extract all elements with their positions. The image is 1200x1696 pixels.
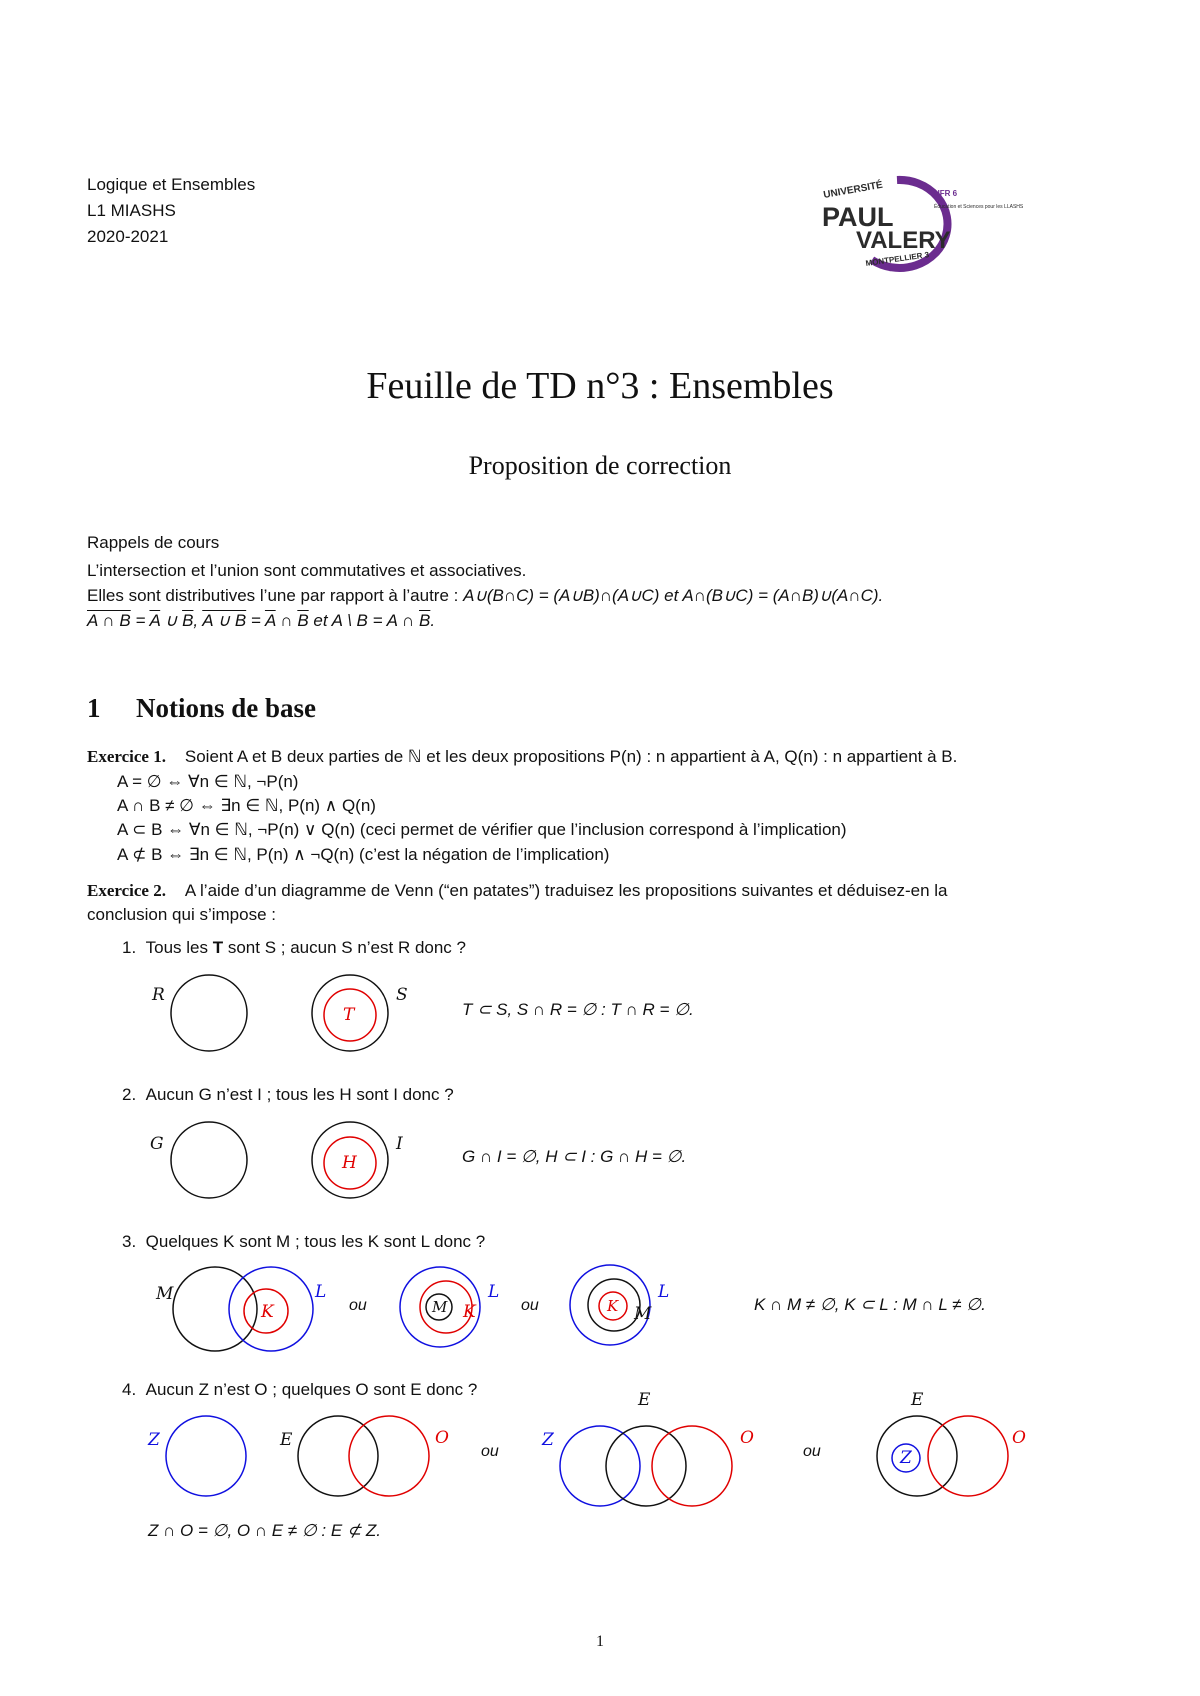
- item-number: 4.: [122, 1380, 137, 1399]
- item-3-question: [122, 1232, 485, 1252]
- item-text-bold: T: [212, 938, 224, 957]
- or-separator: ou: [349, 1297, 367, 1314]
- logo-city: MONTPELLIER 3: [865, 250, 930, 268]
- bar-b: $\overline{B}$: [182, 611, 194, 630]
- union: ∪: [160, 611, 183, 630]
- venn-circle-o: [928, 1416, 1008, 1496]
- item-4-question: [122, 1380, 477, 1400]
- eq: =: [246, 611, 265, 630]
- venn-label: O: [740, 1428, 754, 1448]
- venn-label: O: [435, 1428, 449, 1448]
- venn-label: L: [315, 1282, 327, 1302]
- logo-univ: UNIVERSITÉ: [822, 179, 884, 201]
- or-separator: ou: [803, 1443, 821, 1460]
- page-title: Feuille de TD n°3 : Ensembles: [366, 365, 834, 407]
- exercise-1-line: A = ∅ ⇔ ∀n ∈ ℕ, ¬P(n): [117, 772, 299, 791]
- exercise-1-label: Exercice 1.: [87, 747, 166, 766]
- item-text: Aucun G n’est I ; tous les H sont I donc ?: [145, 1085, 454, 1104]
- venn-label: E: [638, 1390, 651, 1410]
- venn-label: G: [150, 1134, 164, 1154]
- venn-circle-o: [349, 1416, 429, 1496]
- venn-label: E: [911, 1390, 924, 1410]
- venn-label: M: [156, 1284, 174, 1304]
- venn-circle-o: [652, 1426, 732, 1506]
- course-level: L1 MIASHS: [87, 201, 176, 220]
- venn-label: Z: [542, 1430, 554, 1450]
- item-number: 3.: [122, 1232, 137, 1251]
- page-subtitle: Proposition de correction: [468, 451, 732, 480]
- page-number: 1: [596, 1633, 604, 1650]
- item-text: Tous les: [145, 938, 213, 957]
- exercise-1-line: A ⊄ B ⇔ ∃n ∈ ℕ, P(n) ∧ ¬Q(n) (c’est la négation de l’implication): [117, 845, 610, 864]
- venn-label: O: [1012, 1428, 1026, 1448]
- venn-circle-g: [171, 1122, 247, 1198]
- item-1-answer: T ⊂ S, S ∩ R = ∅ : T ∩ R = ∅.: [462, 1000, 694, 1019]
- venn-label: K: [607, 1297, 619, 1315]
- item-4-answer: Z ∩ O = ∅, O ∩ E ≠ ∅ : E ⊄ Z.: [148, 1521, 382, 1540]
- exercise-2-label: Exercice 2.: [87, 881, 166, 900]
- venn-label: H: [342, 1153, 357, 1173]
- demorgan-2-lhs: A ∪ B: [202, 611, 247, 630]
- eq: =: [130, 611, 150, 630]
- item-text: sont S ; aucun S n’est R donc ?: [223, 938, 466, 957]
- comma: ,: [193, 611, 203, 630]
- item-number: 1.: [122, 938, 137, 957]
- bar-a: $\overline{A}$: [264, 611, 276, 630]
- item-text: Quelques K sont M ; tous les K sont L donc ?: [145, 1232, 486, 1251]
- venn-label: E: [280, 1430, 293, 1450]
- exercise-2-intro-2: conclusion qui s’impose :: [87, 905, 276, 924]
- rappels-line2-math: A∪(B∩C) = (A∪B)∩(A∪C) et A∩(B∪C) = (A∩B)∪(A∩C).: [463, 586, 884, 605]
- difference: et A \ B = A ∩: [308, 611, 419, 630]
- venn-label: K: [261, 1302, 274, 1322]
- logo-paul: PAUL: [822, 202, 894, 232]
- exercise-1-line: A ⊂ B ⇔ ∀n ∈ ℕ, ¬P(n) ∨ Q(n) (ceci permet de vérifier que l’inclusion correspond à l’implication): [117, 820, 847, 839]
- demorgan-1-lhs: A ∩ B: [87, 611, 131, 630]
- logo-ufr: UFR 6: [934, 189, 958, 198]
- rappels-line1: L’intersection et l’union sont commutatives et associatives.: [87, 561, 527, 580]
- venn-label: L: [658, 1282, 670, 1302]
- item-text: Aucun Z n’est O ; quelques O sont E donc ?: [145, 1380, 478, 1399]
- venn-label: M: [634, 1304, 652, 1324]
- logo-valery: VALERY: [856, 227, 951, 254]
- venn-circle-e: [606, 1426, 686, 1506]
- venn-label: L: [488, 1282, 500, 1302]
- bar-a: $\overline{A}$: [149, 611, 161, 630]
- venn-label: I: [396, 1134, 403, 1154]
- section-1-number: 1: [87, 693, 101, 723]
- exercise-2-text: A l’aide d’un diagramme de Venn (“en patates”) traduisez les propositions suivantes et déduisez-en la: [184, 881, 948, 900]
- venn-label: M: [432, 1298, 448, 1316]
- venn-label: Z: [148, 1430, 160, 1450]
- venn-circle-z: [560, 1426, 640, 1506]
- rappels-heading: Rappels de cours: [87, 533, 220, 552]
- venn-circle-z: [166, 1416, 246, 1496]
- bar-b: $\overline{B}$: [297, 611, 309, 630]
- venn-circle-e: [877, 1416, 957, 1496]
- item-2-question: [122, 1085, 454, 1105]
- course-name: Logique et Ensembles: [87, 175, 256, 194]
- venn-label: K: [463, 1302, 476, 1322]
- or-separator: ou: [521, 1297, 539, 1314]
- venn-label: Z: [900, 1448, 912, 1468]
- inter: ∩: [275, 611, 298, 630]
- bar-b: $\overline{B}$: [419, 611, 431, 630]
- exercise-1-text: Soient A et B deux parties de ℕ et les deux propositions P(n) : n appartient à A, Q(n) : n appartient à B.: [184, 747, 958, 766]
- course-year: 2020-2021: [87, 227, 169, 246]
- venn-label: S: [396, 985, 408, 1005]
- venn-circle-r: [171, 975, 247, 1051]
- item-3-answer: K ∩ M ≠ ∅, K ⊂ L : M ∩ L ≠ ∅.: [754, 1295, 986, 1314]
- period: .: [430, 611, 436, 630]
- rappels-line2-prefix: Elles sont distributives l’une par rapport à l’autre :: [87, 586, 464, 605]
- logo-ufr-sub: Éducation et Sciences pour les LLASHS: [934, 204, 1024, 210]
- or-separator: ou: [481, 1443, 499, 1460]
- venn-label: T: [343, 1005, 355, 1025]
- section-1-title: Notions de base: [136, 693, 317, 723]
- item-number: 2.: [122, 1085, 137, 1104]
- exercise-1-line: A ∩ B ≠ ∅ ⇔ ∃n ∈ ℕ, P(n) ∧ Q(n): [117, 796, 376, 815]
- venn-circle-e: [298, 1416, 378, 1496]
- item-2-answer: G ∩ I = ∅, H ⊂ I : G ∩ H = ∅.: [462, 1147, 687, 1166]
- venn-label: R: [152, 985, 165, 1005]
